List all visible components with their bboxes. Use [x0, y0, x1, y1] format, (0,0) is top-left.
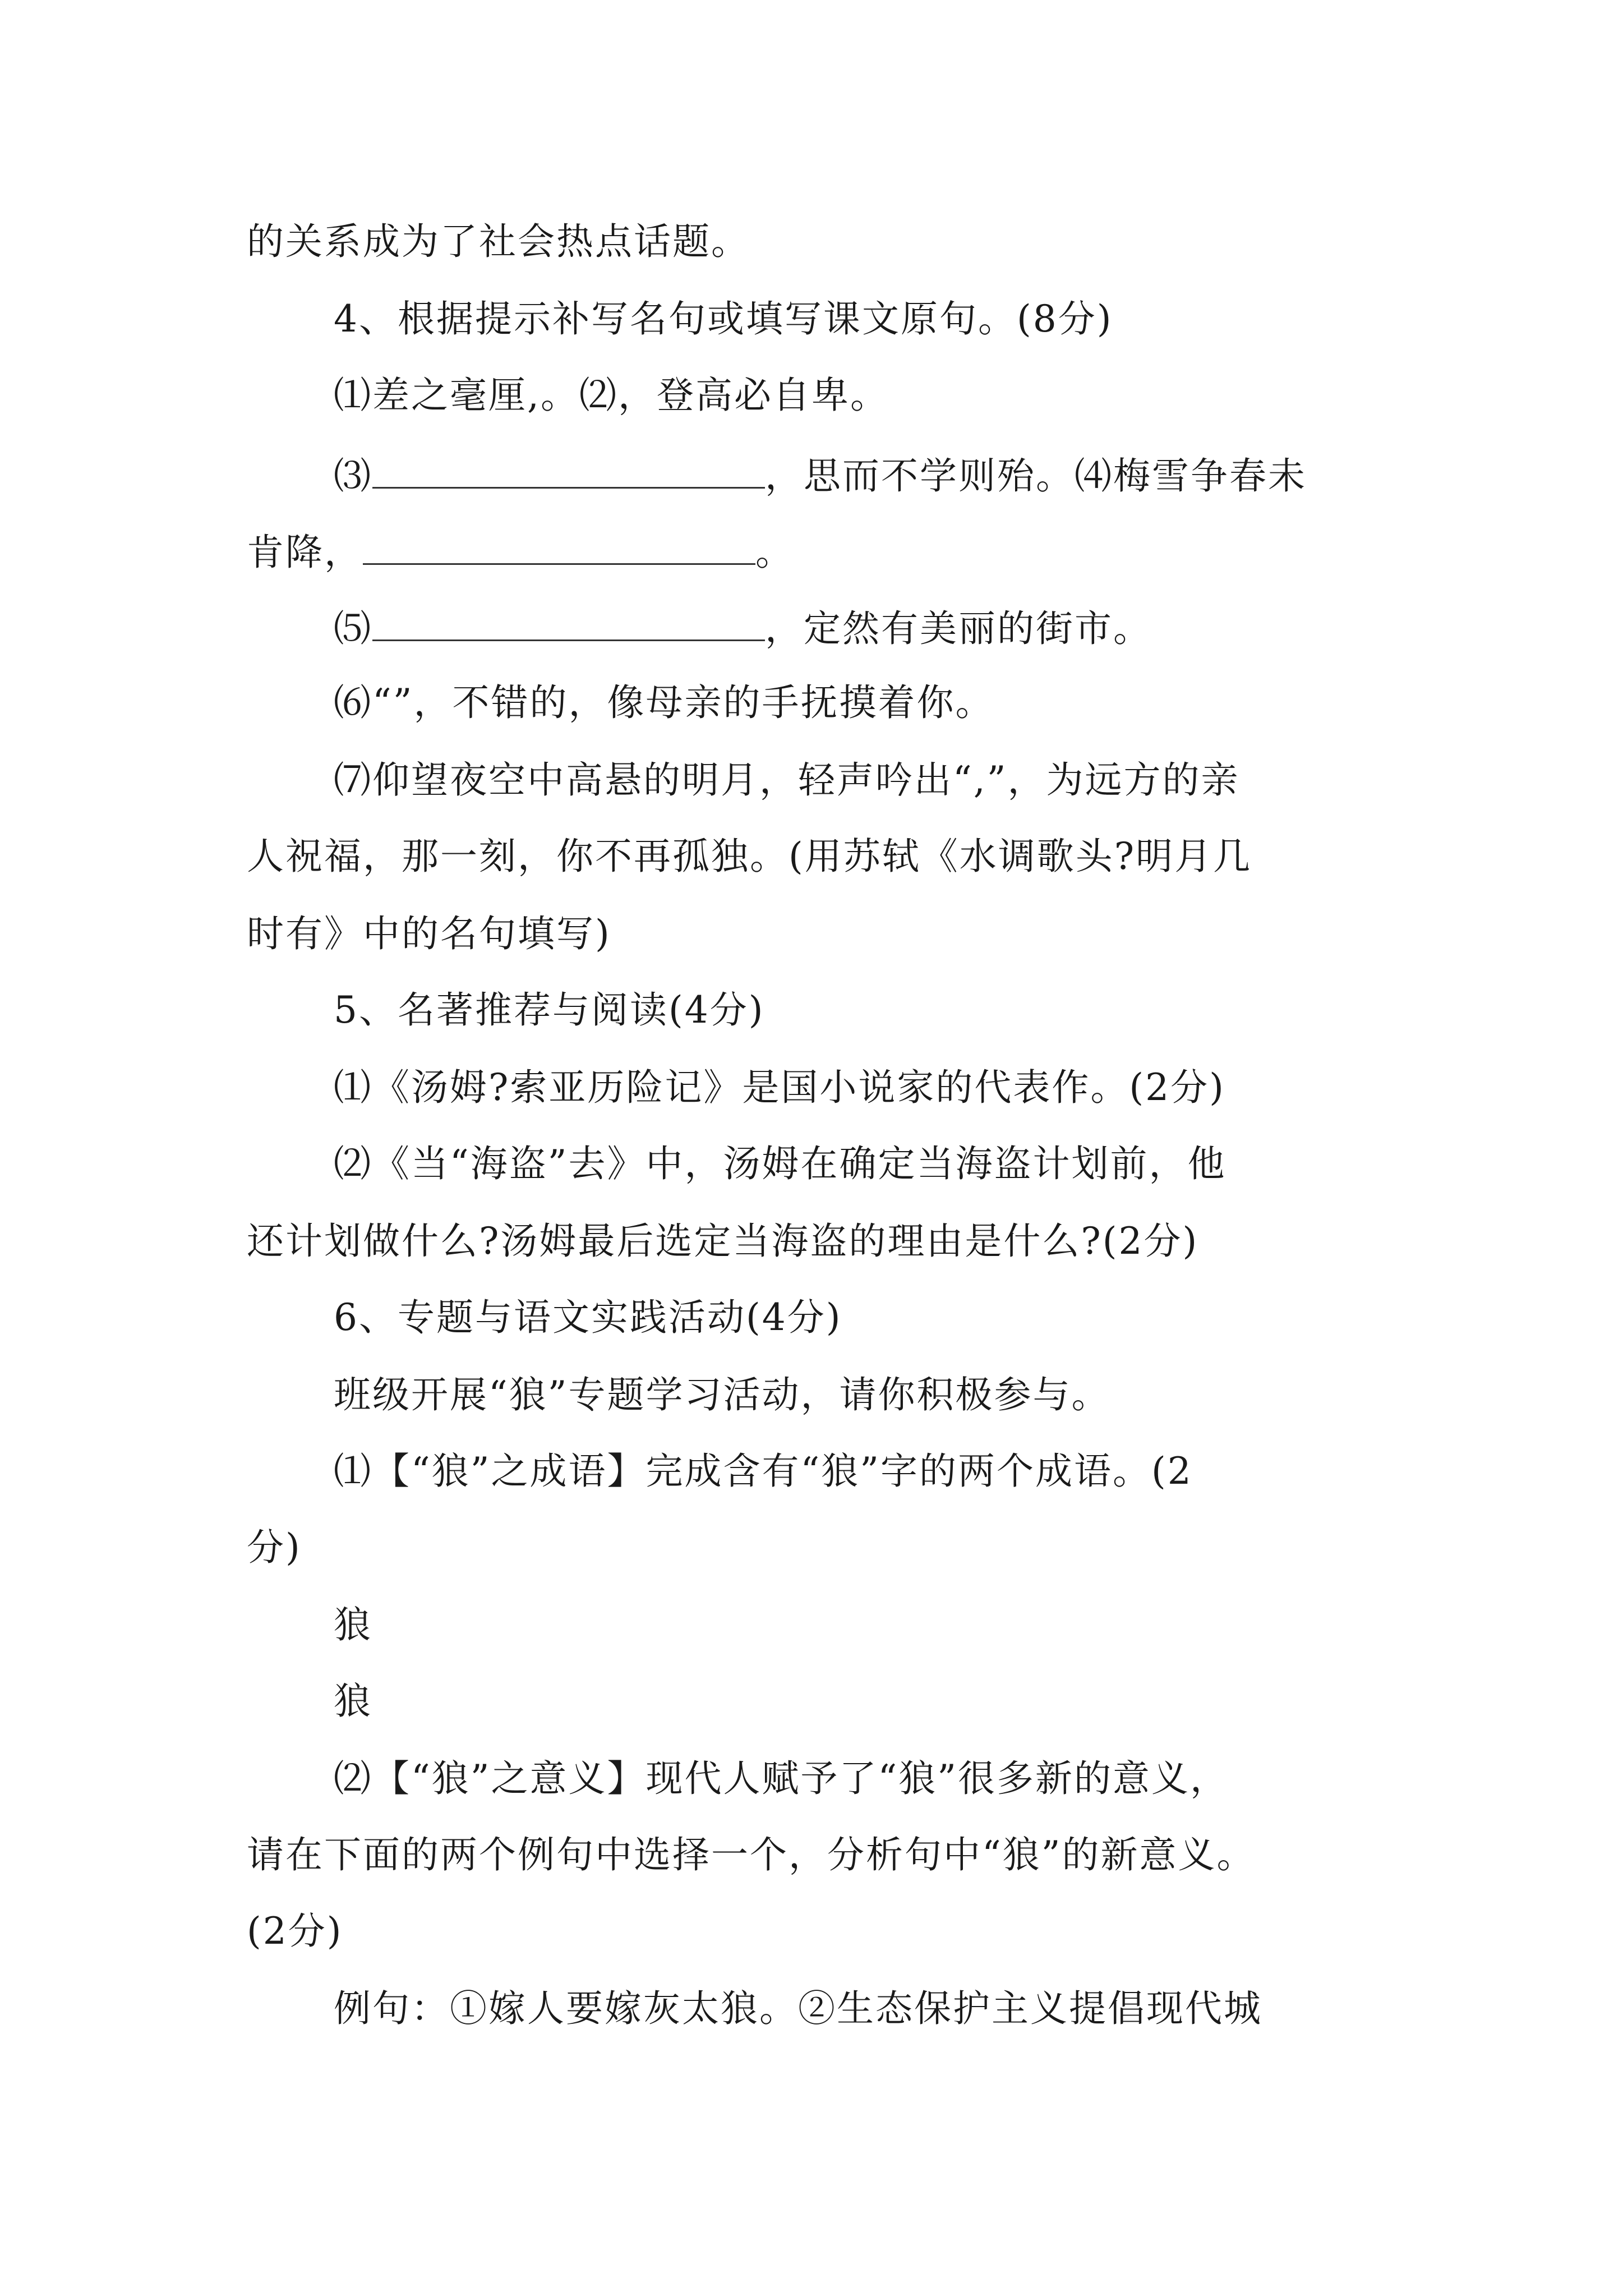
question-6-heading: 6、专题与语文实践活动(4分): [334, 1296, 842, 1339]
question-4-item-3: [334, 454, 1307, 499]
question-5-heading: 5、名著推荐与阅读(4分): [334, 988, 765, 1032]
question-5-item-2: ⑵《当“海盗”去》中，汤姆在确定当海盗计划前，他: [334, 1142, 1227, 1185]
text-line: 人祝福，那一刻，你不再孤独。(用苏轼《水调歌头?明月几: [247, 835, 1252, 878]
question-6-intro: 班级开展“狼”专题学习活动，请你积极参与。: [334, 1373, 1110, 1416]
text-line: 分): [247, 1526, 302, 1569]
text-line: 请在下面的两个例句中选择一个，分析句中“狼”的新意义。: [247, 1833, 1256, 1876]
item-text: 。: [755, 531, 794, 574]
example-sentences: 例句：①嫁人要嫁灰太狼。②生态保护主义提倡现代城: [334, 1987, 1262, 2030]
question-4-item-4-cont: [247, 531, 794, 576]
text-line: 还计划做什么?汤姆最后选定当海盗的理由是什么?(2分): [247, 1220, 1199, 1263]
answer-blank[interactable]: [363, 531, 755, 565]
question-4-item-1-2: ⑴差之毫厘,。⑵，登高必自卑。: [334, 374, 889, 417]
answer-blank[interactable]: [372, 454, 765, 489]
idiom-answer-2: 狼: [334, 1680, 372, 1723]
item-text: ，定然有美丽的街市。: [765, 607, 1152, 650]
item-text: 肯降，: [247, 531, 363, 574]
question-4-item-7: ⑺仰望夜空中高悬的明月，轻声吟出“,”，为远方的亲: [334, 758, 1240, 802]
question-5-item-1: ⑴《汤姆?索亚历险记》是国小说家的代表作。(2分): [334, 1066, 1225, 1109]
question-6-item-1: ⑴【“狼”之成语】完成含有“狼”字的两个成语。(2: [334, 1450, 1193, 1493]
item-number: ⑸: [334, 607, 372, 650]
answer-blank[interactable]: [372, 607, 765, 641]
text-line: (2分): [247, 1910, 343, 1953]
item-text: ，思而不学则殆。⑷梅雪争春未: [765, 454, 1307, 498]
question-6-item-2: ⑵【“狼”之意义】现代人赋予了“狼”很多新的意义，: [334, 1757, 1229, 1800]
text-line: 时有》中的名句填写): [247, 912, 611, 955]
question-4-item-5: [334, 607, 1152, 652]
question-4-item-6: ⑹“”，不错的，像母亲的手抚摸着你。: [334, 681, 994, 724]
question-4-heading: 4、根据提示补写名句或填写课文原句。(8分): [334, 297, 1113, 341]
text-line: 的关系成为了社会热点话题。: [247, 220, 750, 263]
idiom-answer-1: 狼: [334, 1603, 372, 1646]
item-number: ⑶: [334, 454, 372, 498]
